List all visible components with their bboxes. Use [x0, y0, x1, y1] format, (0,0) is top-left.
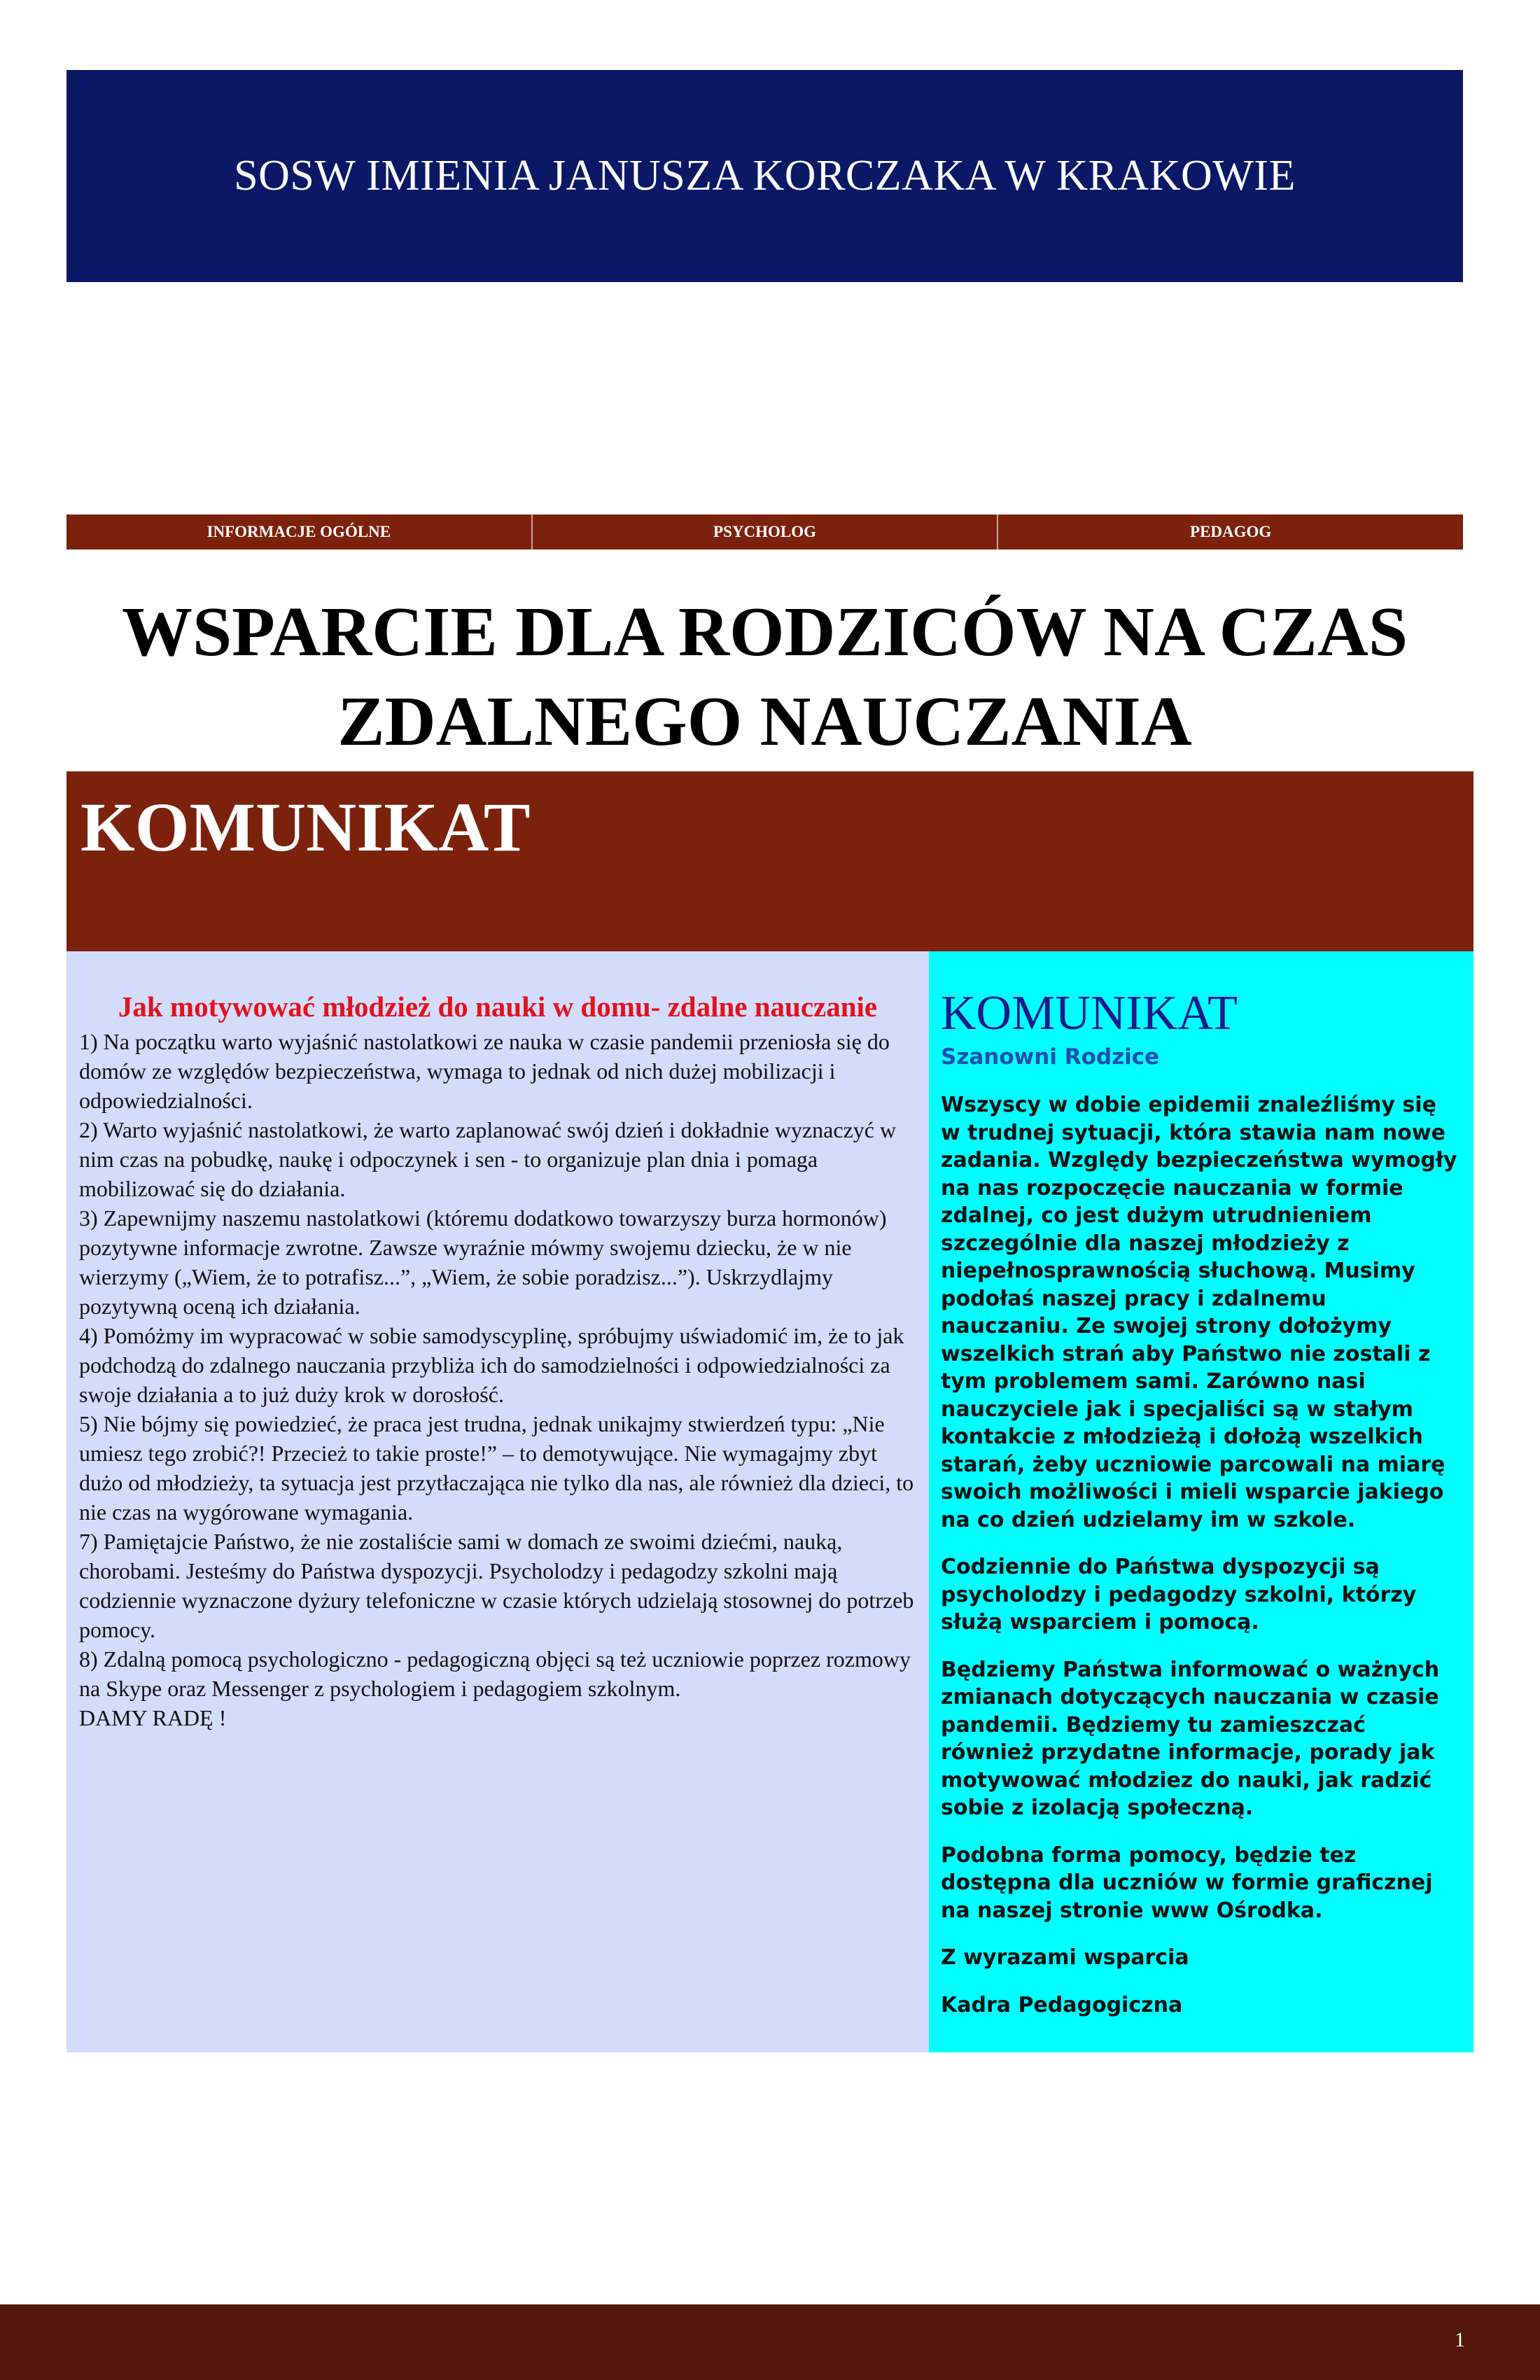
komunikat-sidebar — [929, 951, 1474, 2052]
nav-bar — [66, 514, 1463, 550]
article-column — [66, 951, 929, 2052]
article-point-8: 8) Zdalną pomocą psychologiczno - pedagogiczną objęci są też uczniowie poprzez rozmowy na Skype oraz Messenger z psychologiem i pedagogiem szkolnym. — [79, 1646, 911, 1701]
page-title-line-1: WSPARCIE DLA RODZICÓW NA CZAS — [121, 592, 1408, 671]
tab-informacje-ogolne[interactable]: INFORMACJE OGÓLNE — [66, 514, 533, 550]
school-name: SOSW IMIENIA JANUSZA KORCZAKA W KRAKOWIE — [234, 152, 1296, 200]
sidebar-paragraph: Codziennie do Państwa dyspozycji są psycholodzy i pedagodzy szkolni, którzy służą wsparciem i pomocą. — [941, 1555, 1417, 1634]
sidebar-signature: Kadra Pedagogiczna — [941, 1992, 1183, 2017]
page-number: 1 — [1455, 2328, 1465, 2351]
article-point-7: 7) Pamiętajcie Państwo, że nie zostaliście sami w domach ze swoimi dziećmi, nauką, chorobami. Jesteśmy do Państwa dyspozycji. Psycholodzy i pedagodzy szkolni mają codziennie wyznaczone dyżury telefoniczne w czasie których udzielają stosownej do potrzeb pomocy. — [79, 1529, 914, 1642]
school-banner — [66, 70, 1463, 282]
sidebar-paragraph: Podobna forma pomocy, będzie tez dostępna dla uczniów w formie graficznej na naszej stronie www Ośrodka. — [941, 1842, 1433, 1923]
article-point-2: 2) Warto wyjaśnić nastolatkowi, że warto zaplanować swój dzień i dokładnie wyznaczyć w nim czas na pobudkę, naukę i odpoczynek i sen - to organizuje plan dnia i pomaga mobilizować się do działania. — [79, 1117, 897, 1201]
article-point-5: 5) Nie bójmy się powiedzieć, że praca jest trudna, jednak unikajmy stwierdzeń typu: „Nie umiesz tego zrobić?! Przecież to takie proste!” – to demotywujące. Nie wymagajmy zbyt dużo od młodzieży, ta sytuacja jest przytłaczająca nie tylko dla nas, ale również dla dzieci, to nie czas na wygórowane wymagania. — [79, 1411, 914, 1525]
article-point-3: 3) Zapewnijmy naszemu nastolatkowi (któremu dodatkowo towarzyszy burza hormonów) pozytywne informacje zwrotne. Zawsze wyraźnie mówmy swojemu dziecku, że w nie wierzymy („Wiem, że to potrafisz...”, „Wiem, że sobie poradzisz...”). Uskrzydlajmy pozytywną oceną ich działania. — [79, 1205, 887, 1319]
sidebar-heading: KOMUNIKAT — [941, 986, 1238, 1040]
komunikat-header-bar — [66, 771, 1474, 951]
article-point-1: 1) Na początku warto wyjaśnić nastolatkowi ze nauka w czasie pandemii przeniosła się do domów ze względów bezpieczeństwa, wymaga to jednak od nich dużej mobilizacji i odpowiedzialności. — [79, 1029, 890, 1113]
sidebar-greeting: Szanowni Rodzice — [941, 1044, 1160, 1070]
page-title — [66, 587, 1463, 766]
article-closing: DAMY RADĘ ! — [79, 1705, 227, 1730]
sidebar-sign-off: Z wyrazami wsparcia — [941, 1945, 1189, 1970]
article-title: Jak motywować młodzież do nauki w domu- zdalne nauczanie — [118, 990, 878, 1023]
tab-psycholog[interactable]: PSYCHOLOG — [533, 514, 999, 550]
article-body — [79, 1027, 916, 1732]
article-point-4: 4) Pomóżmy im wypracować w sobie samodyscyplinę, spróbujmy uświadomić im, że to jak podchodzą do zdalnego nauczania przybliża ich do samodzielności i odpowiedzialności za swoje działania a to już duży krok w dorosłość. — [79, 1323, 904, 1407]
sidebar-paragraph: Wszyscy w dobie epidemii znaleźliśmy się w trudnej sytuacji, która stawia nam nowe zadania. Względy bezpieczeństwa wymogły na nas rozpoczęcie nauczania w formie zdalnej, co jest dużym utrudnieniem szczególnie dla naszej młodzieży z niepełnosprawnością słuchową. Musimy podołaś naszej pracy i zdalnemu nauczaniu. Ze swojej strony dołożymy wszelkich strań aby Państwo nie zostali z tym problemem sami. Zarówno nasi nauczyciele jak i specjaliści są w stałym kontakcie z młodzieżą i dołożą wszelkich starań, żeby uczniowie parcowali na miarę swoich możliwości i mieli wsparcie jakiego na co dzień udzielamy im w szkole. — [941, 1093, 1457, 1532]
page-footer — [0, 2304, 1540, 2380]
tab-pedagog[interactable]: PEDAGOG — [1190, 523, 1272, 540]
sidebar-paragraph: Będziemy Państwa informować o ważnych zmianach dotyczących nauczania w czasie pandemii. Będziemy tu zamieszczać również przydatne informacje, porady jak motywować młodziez do nauki, jak radzić sobie z izolacją społeczną. — [941, 1657, 1440, 1820]
page-title-line-2: ZDALNEGO NAUCZANIA — [337, 682, 1192, 760]
komunikat-heading: KOMUNIKAT — [80, 788, 531, 866]
